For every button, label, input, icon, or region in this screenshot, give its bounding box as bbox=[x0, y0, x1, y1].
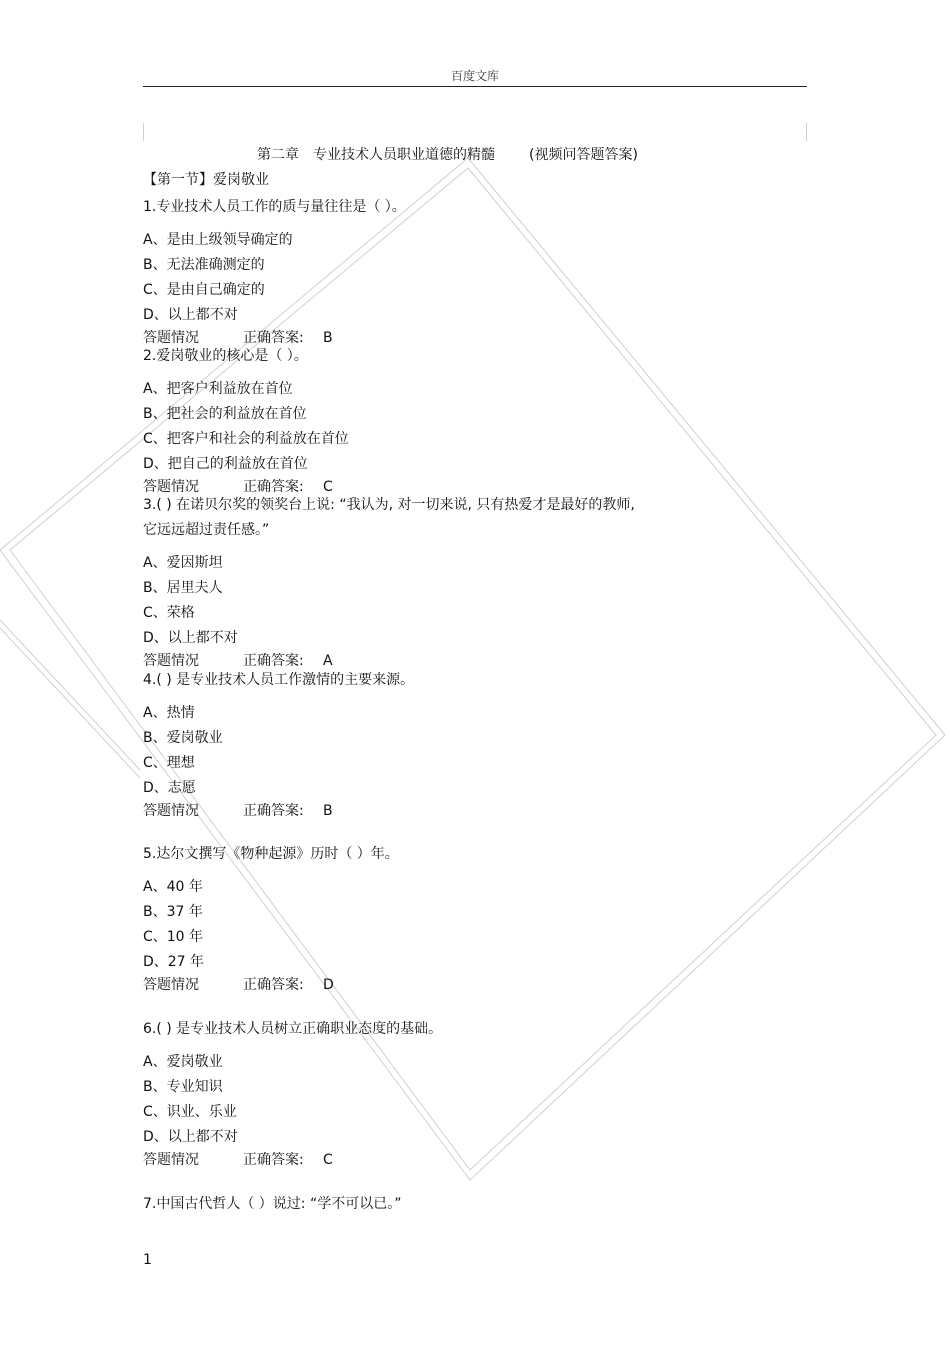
answer-option: B、把社会的利益放在首位 bbox=[143, 406, 307, 422]
question-stem: 5.达尔文撰写《物种起源》历时（ ）年。 bbox=[143, 846, 399, 862]
section-heading: 【第一节】爱岗敬业 bbox=[143, 172, 269, 188]
correct-answer-value: A bbox=[323, 653, 333, 669]
correct-answer-value: D bbox=[323, 977, 334, 993]
correct-answer-label: 正确答案: bbox=[243, 977, 304, 993]
correct-answer-label: 正确答案: bbox=[243, 1152, 304, 1168]
correct-answer-value: B bbox=[323, 330, 333, 346]
header-divider bbox=[143, 86, 807, 87]
answer-option: B、无法准确测定的 bbox=[143, 257, 265, 273]
correct-answer-label: 正确答案: bbox=[243, 330, 304, 346]
answer-option: D、以上都不对 bbox=[143, 630, 238, 646]
margin-tick-right bbox=[806, 123, 807, 141]
answer-option: A、把客户利益放在首位 bbox=[143, 381, 293, 397]
answer-status-label: 答题情况 bbox=[143, 653, 199, 669]
correct-answer-value: C bbox=[323, 479, 333, 495]
question-stem: 6.( ) 是专业技术人员树立正确职业态度的基础。 bbox=[143, 1021, 443, 1037]
answer-row bbox=[143, 802, 333, 820]
answer-row bbox=[143, 652, 333, 670]
answer-option: A、爱因斯坦 bbox=[143, 555, 223, 571]
page-header: 百度文库 bbox=[450, 69, 499, 83]
answer-option: C、是由自己确定的 bbox=[143, 282, 265, 298]
answer-option: D、以上都不对 bbox=[143, 1129, 238, 1145]
answer-option: D、27 年 bbox=[143, 954, 205, 970]
answer-option: C、识业、乐业 bbox=[143, 1104, 237, 1120]
document-title bbox=[257, 144, 638, 164]
answer-row bbox=[143, 1151, 333, 1169]
margin-tick-left bbox=[143, 123, 144, 141]
answer-option: B、专业知识 bbox=[143, 1079, 223, 1095]
answer-option: A、爱岗敬业 bbox=[143, 1054, 223, 1070]
answer-status-label: 答题情况 bbox=[143, 977, 199, 993]
question-stem: 7.中国古代哲人（ ）说过: “学不可以已。” bbox=[143, 1196, 402, 1212]
answer-option: C、荣格 bbox=[143, 605, 195, 621]
page-number: 1 bbox=[143, 1252, 152, 1268]
answer-option: A、热情 bbox=[143, 705, 195, 721]
answer-status-label: 答题情况 bbox=[143, 479, 199, 495]
answer-option: A、40 年 bbox=[143, 879, 203, 895]
answer-option: B、居里夫人 bbox=[143, 580, 223, 596]
answer-status-label: 答题情况 bbox=[143, 803, 199, 819]
correct-answer-label: 正确答案: bbox=[243, 653, 304, 669]
title-suffix: (视频问答题答案) bbox=[529, 147, 638, 163]
answer-row bbox=[143, 329, 333, 347]
answer-option: B、爱岗敬业 bbox=[143, 730, 223, 746]
correct-answer-label: 正确答案: bbox=[243, 803, 304, 819]
answer-status-label: 答题情况 bbox=[143, 330, 199, 346]
answer-option: A、是由上级领导确定的 bbox=[143, 232, 293, 248]
answer-option: D、以上都不对 bbox=[143, 307, 238, 323]
question-stem: 4.( ) 是专业技术人员工作激情的主要来源。 bbox=[143, 672, 415, 688]
answer-row bbox=[143, 478, 333, 496]
answer-row bbox=[143, 976, 334, 994]
answer-option: C、10 年 bbox=[143, 929, 204, 945]
question-stem: 1.专业技术人员工作的质与量往往是（ ）。 bbox=[143, 199, 406, 215]
correct-answer-value: B bbox=[323, 803, 333, 819]
answer-status-label: 答题情况 bbox=[143, 1152, 199, 1168]
correct-answer-label: 正确答案: bbox=[243, 479, 304, 495]
answer-option: D、把自己的利益放在首位 bbox=[143, 456, 308, 472]
answer-option: D、志愿 bbox=[143, 780, 196, 796]
answer-option: B、37 年 bbox=[143, 904, 203, 920]
correct-answer-value: C bbox=[323, 1152, 333, 1168]
answer-option: C、把客户和社会的利益放在首位 bbox=[143, 431, 349, 447]
question-stem: 2.爱岗敬业的核心是（ ）。 bbox=[143, 348, 308, 364]
title-main: 第二章 专业技术人员职业道德的精髓 bbox=[257, 147, 495, 163]
answer-option: C、理想 bbox=[143, 755, 195, 771]
question-stem: 3.( ) 在诺贝尔奖的领奖台上说: “我认为, 对一切来说, 只有热爱才是最好的教师, bbox=[143, 497, 635, 513]
question-stem-continued: 它远远超过责任感。” bbox=[143, 522, 270, 538]
